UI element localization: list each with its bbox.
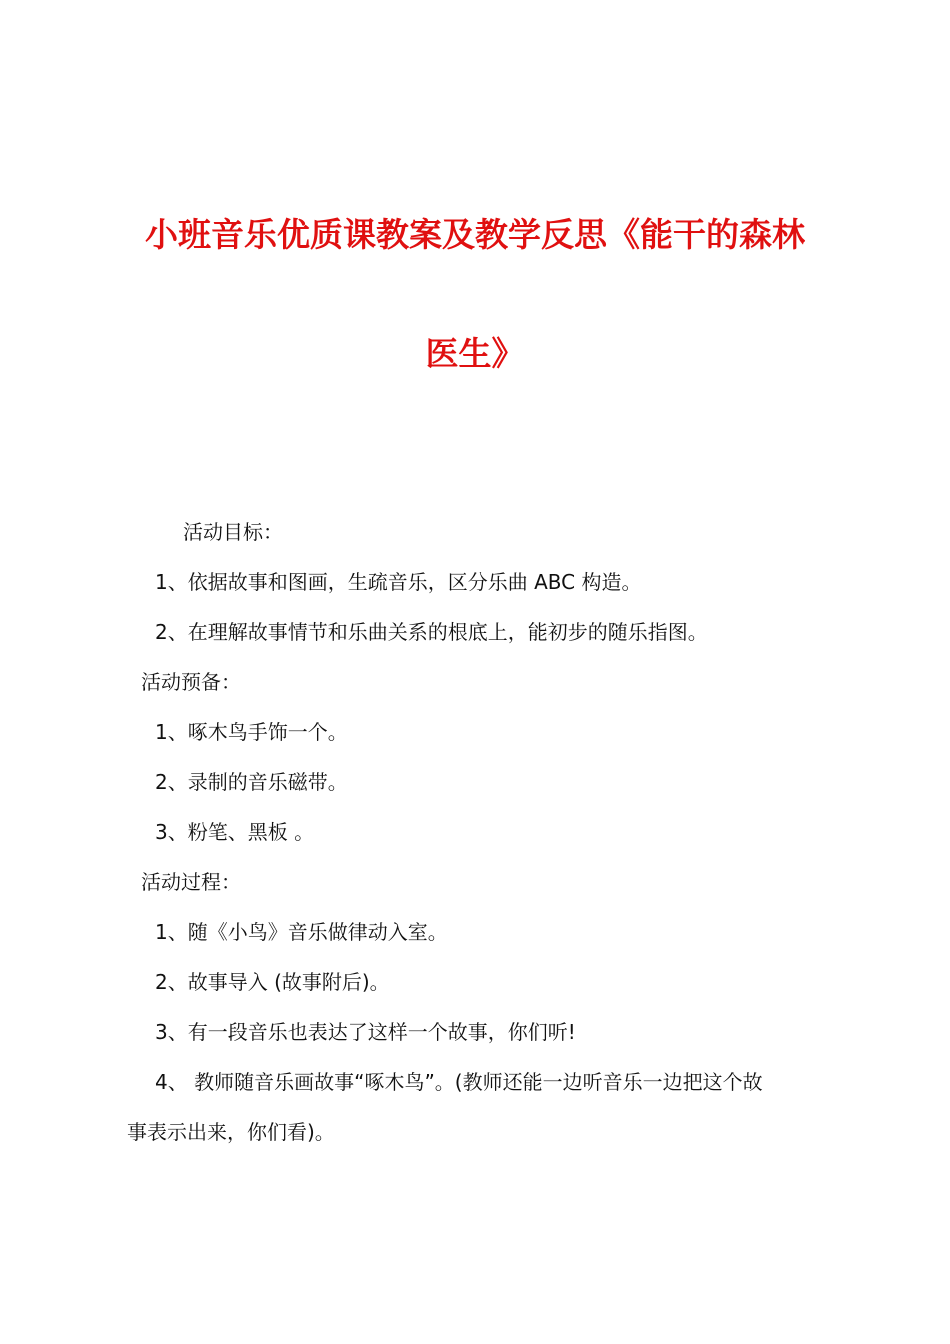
paragraph-line: 事表示出来，你们看)。 (127, 1120, 335, 1144)
paragraph-line: 1、依据故事和图画，生疏音乐，区分乐曲 ABC 构造。 (155, 570, 642, 594)
paragraph-line: 2、故事导入 (故事附后)。 (155, 970, 390, 994)
document-title-line-2: 医生》 (425, 334, 525, 373)
paragraph-line: 3、粉笔、黑板 。 (155, 820, 315, 844)
section-heading-goals: 活动目标： (183, 520, 283, 544)
paragraph-line: 1、随《小鸟》音乐做律动入室。 (155, 920, 448, 944)
paragraph-line: 2、在理解故事情节和乐曲关系的根底上，能初步的随乐指图。 (155, 620, 708, 644)
paragraph-line: 2、录制的音乐磁带。 (155, 770, 348, 794)
paragraph-line: 1、啄木鸟手饰一个。 (155, 720, 348, 744)
section-heading-process: 活动过程： (141, 870, 241, 894)
paragraph-line: 4、 教师随音乐画故事“啄木鸟”。(教师还能一边听音乐一边把这个故 (155, 1070, 763, 1094)
paragraph-line: 3、有一段音乐也表达了这样一个故事，你们听! (155, 1020, 576, 1044)
document-title-line-1: 小班音乐优质课教案及教学反思《能干的森林 (145, 215, 805, 254)
section-heading-preparation: 活动预备： (141, 670, 241, 694)
